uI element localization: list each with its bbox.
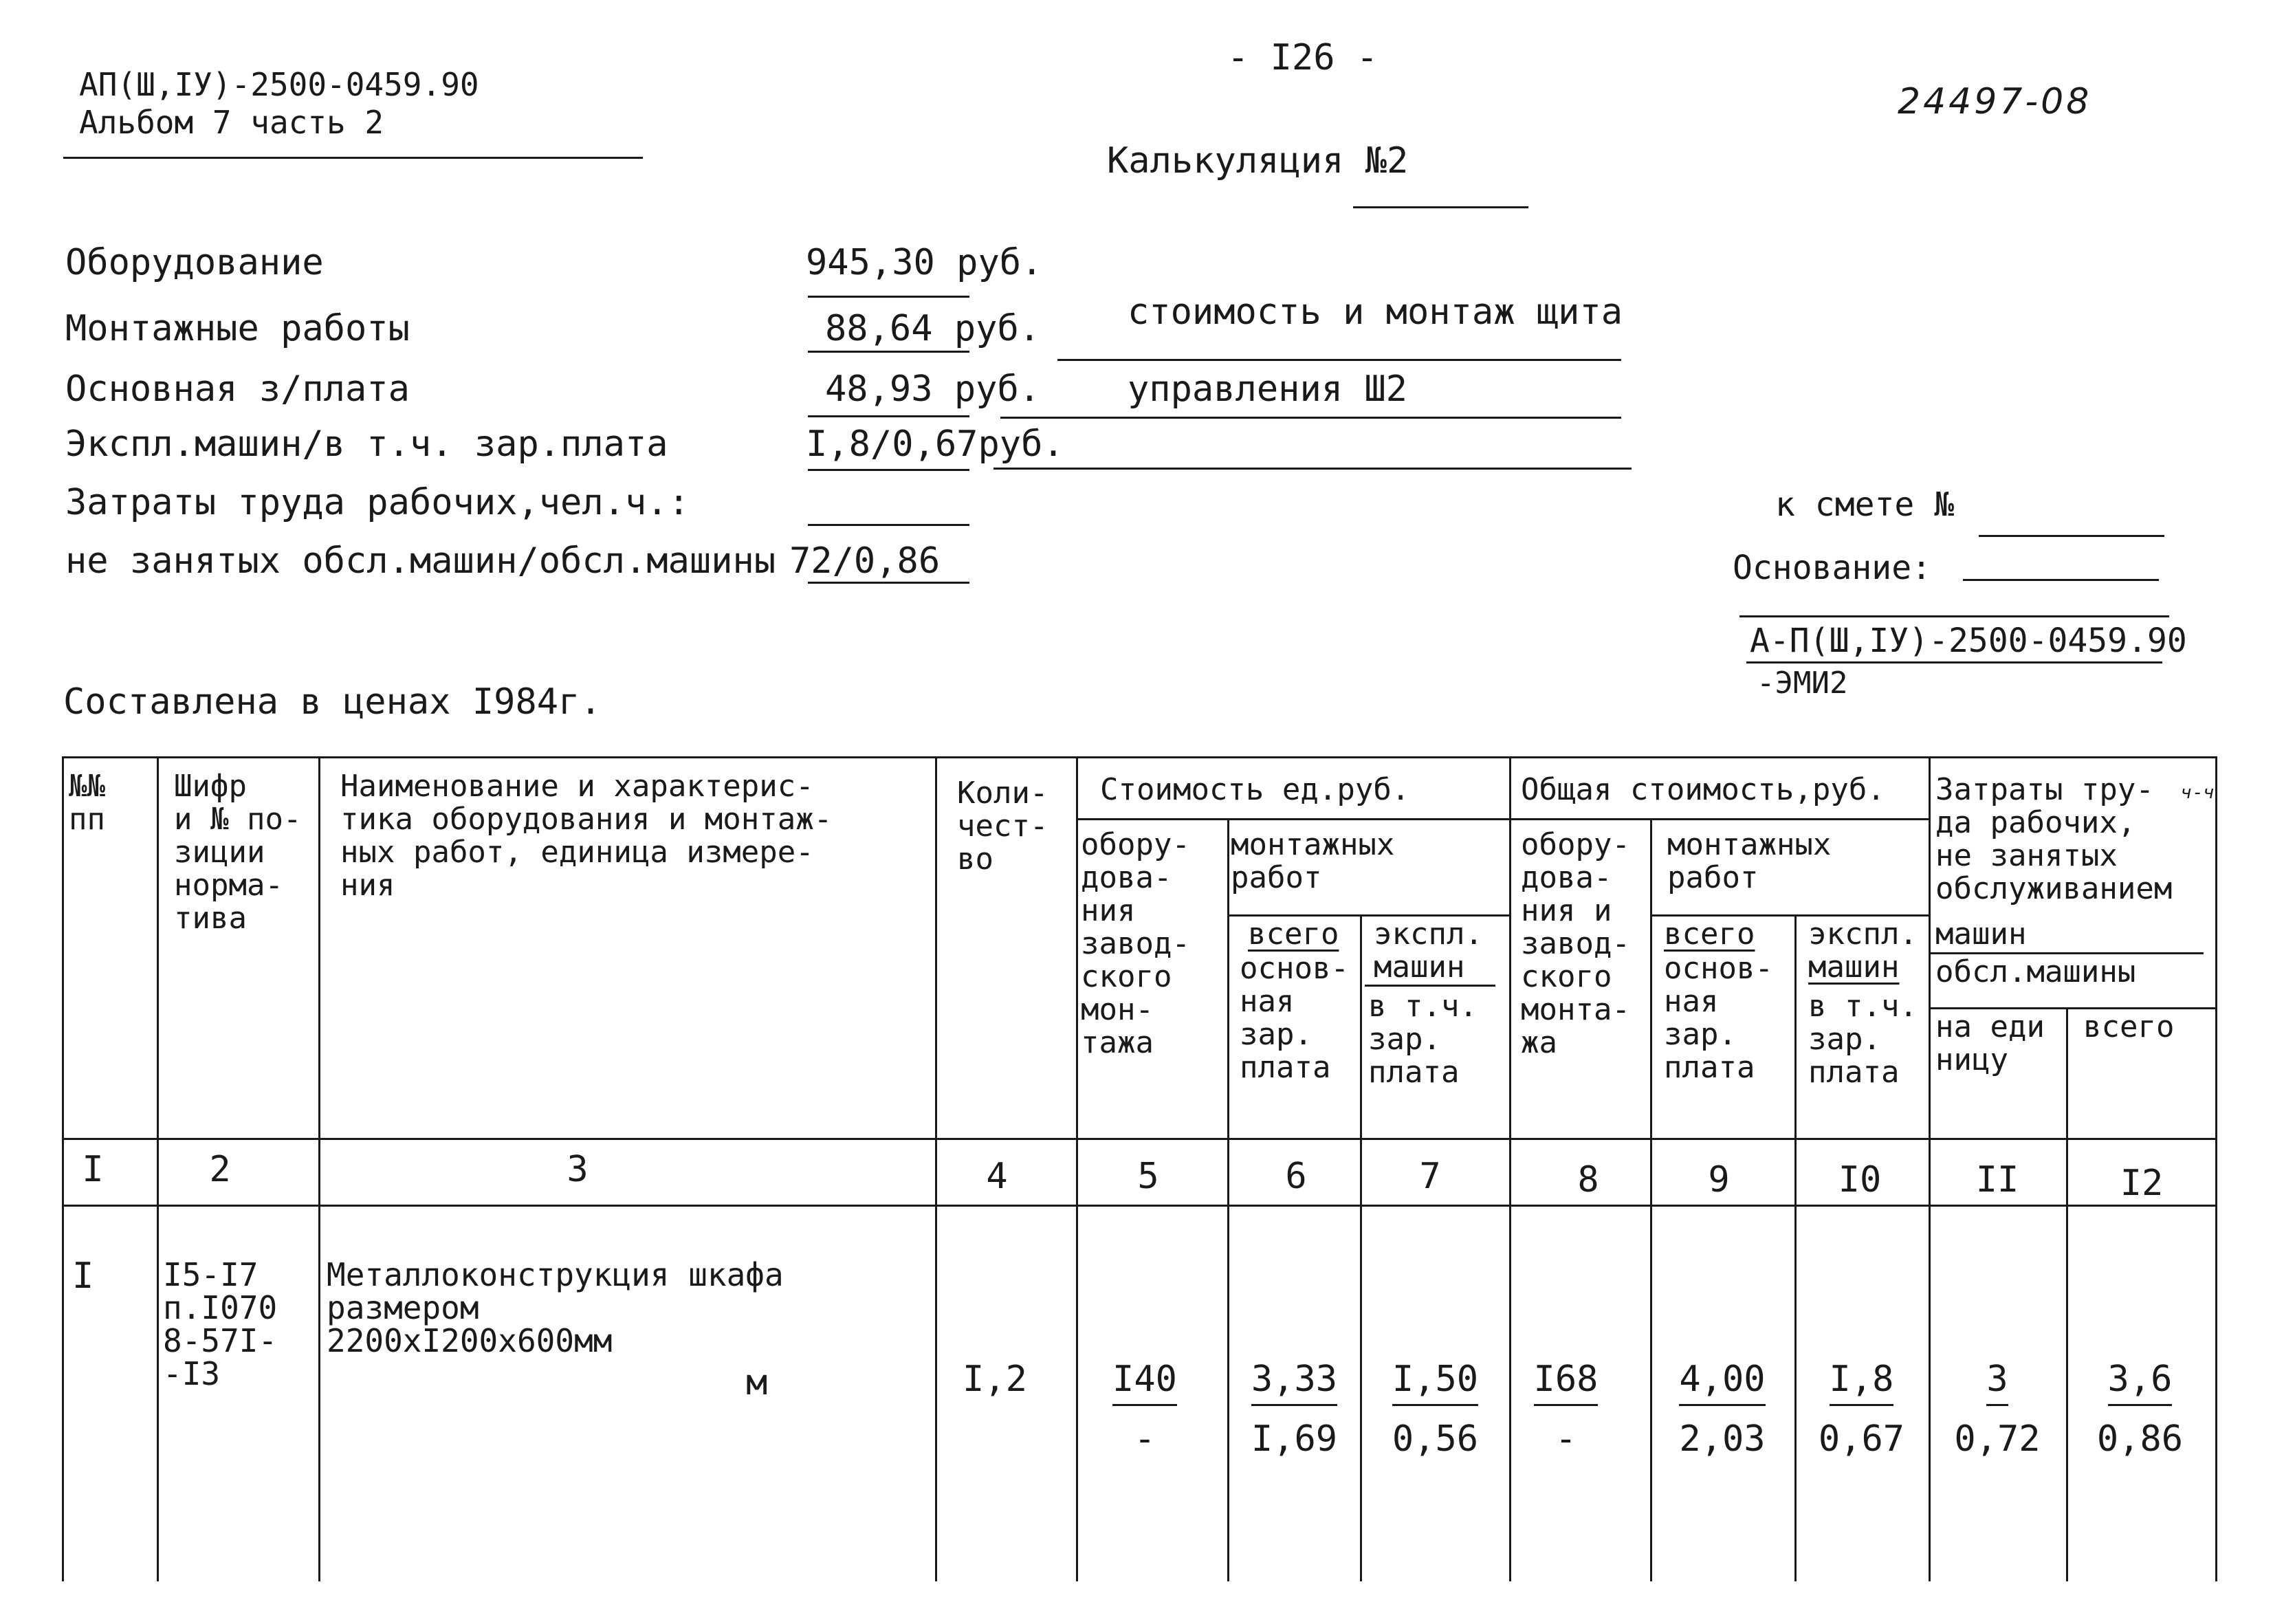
table-border bbox=[2215, 756, 2217, 1581]
column-number: I bbox=[82, 1149, 104, 1190]
cell-col10 bbox=[1798, 1359, 1925, 1460]
table-border bbox=[62, 756, 64, 1581]
header-col-qty: Коли- чест- во bbox=[957, 776, 1048, 877]
page-number: - I26 - bbox=[1227, 37, 1379, 78]
group-divider bbox=[1076, 818, 1509, 820]
column-number: 4 bbox=[986, 1156, 1008, 1197]
table-header-bottom bbox=[62, 1138, 2217, 1140]
cell-col8-bottom: - bbox=[1555, 1418, 1577, 1460]
cell-col12 bbox=[2069, 1359, 2210, 1460]
cell-col9-top: 4,00 bbox=[1679, 1361, 1765, 1406]
header-col-10-top: экспл. bbox=[1808, 917, 1918, 952]
summary-label-salary: Основная з/плата bbox=[65, 369, 410, 410]
summary-underline bbox=[808, 524, 969, 526]
header-col-8: обору- дова- ния и завод- ского монта- жа bbox=[1521, 827, 1630, 1060]
summary-label-labor-split: не занятых обсл.машин/обсл.машины bbox=[65, 540, 776, 582]
album-label: Альбом 7 часть 2 bbox=[79, 104, 384, 141]
row-unit: м bbox=[746, 1362, 768, 1403]
cell-col6 bbox=[1231, 1359, 1358, 1460]
header-col-9-top: всего bbox=[1664, 917, 1755, 952]
handwritten-number: 24497-08 bbox=[1898, 81, 2092, 122]
header-col-6-bottom: основ- ная зар. плата bbox=[1240, 951, 1349, 1085]
header-col-7-top: экспл. машин bbox=[1374, 917, 1483, 985]
cell-col6-top: 3,33 bbox=[1251, 1361, 1337, 1406]
header-col-10-mid: машин bbox=[1808, 950, 1900, 985]
summary-underline bbox=[808, 351, 969, 353]
cell-col7-top: I,50 bbox=[1392, 1361, 1478, 1406]
column-number: I0 bbox=[1838, 1159, 1882, 1200]
subject-underline bbox=[1000, 417, 1621, 419]
cell-col11 bbox=[1932, 1359, 2063, 1460]
subject-underline bbox=[1057, 359, 1621, 361]
cell-col10-bottom: 0,67 bbox=[1818, 1418, 1905, 1460]
summary-label-machines: Экспл.машин/в т.ч. зар.плата bbox=[65, 424, 668, 465]
cell-col7 bbox=[1365, 1359, 1506, 1460]
summary-value-machines: I,8/0,67руб. bbox=[806, 424, 1064, 465]
column-number: 6 bbox=[1285, 1156, 1307, 1197]
basis-underline bbox=[1739, 615, 2169, 617]
column-number: 8 bbox=[1577, 1159, 1599, 1200]
row-code: I5-I7 п.I070 8-57I- -I3 bbox=[163, 1256, 278, 1392]
col-divider bbox=[935, 756, 937, 1581]
header-labor-note: ч-ч bbox=[2181, 782, 2217, 803]
header-col-code: Шифр и № по- зиции норма- тива bbox=[174, 769, 302, 936]
column-number: I2 bbox=[2120, 1163, 2164, 1204]
header-group-unit-mont: монтажных работ bbox=[1231, 827, 1395, 895]
group-divider bbox=[1509, 818, 1929, 820]
col-divider bbox=[1794, 914, 1797, 1581]
prices-note: Составлена в ценах I984г. bbox=[63, 681, 602, 723]
col-divider bbox=[1929, 756, 1931, 1581]
cell-col6-bottom: I,69 bbox=[1251, 1418, 1338, 1460]
header-group-total-mont: монтажных работ bbox=[1667, 827, 1832, 895]
cell-col11-top: 3 bbox=[1986, 1361, 2008, 1406]
column-number: 7 bbox=[1419, 1156, 1441, 1197]
header-col-12: всего bbox=[2083, 1009, 2175, 1044]
subject-underline bbox=[993, 468, 1632, 470]
header-col-5: обору- дова- ния завод- ского мон- тажа bbox=[1081, 827, 1190, 1060]
header-labor-machines: машин bbox=[1935, 917, 2027, 952]
table-numbers-bottom bbox=[62, 1205, 2217, 1207]
summary-value-installation: 88,64 руб. bbox=[825, 308, 1041, 349]
header-col-9-bottom: основ- ная зар. плата bbox=[1664, 951, 1773, 1085]
cell-col10-top: I,8 bbox=[1830, 1361, 1894, 1406]
title-underline bbox=[1353, 206, 1528, 208]
column-number: 3 bbox=[567, 1149, 589, 1190]
header-col-7-bottom: в т.ч. зар. плата bbox=[1368, 989, 1478, 1090]
col-divider bbox=[1360, 914, 1362, 1581]
cell-col5-top: I40 bbox=[1112, 1361, 1177, 1406]
cell-col8 bbox=[1513, 1359, 1619, 1460]
col-divider bbox=[1076, 756, 1078, 1581]
row-qty: I,2 bbox=[963, 1359, 1027, 1400]
row-number: I bbox=[72, 1255, 94, 1297]
basis-underline bbox=[1746, 661, 2162, 663]
header-underline bbox=[63, 157, 643, 159]
cell-col9-bottom: 2,03 bbox=[1679, 1418, 1766, 1460]
header-col-6-top: всего bbox=[1248, 917, 1339, 952]
col-divider bbox=[157, 756, 159, 1581]
basis-label: Основание: bbox=[1733, 549, 1931, 587]
cell-col12-top: 3,6 bbox=[2108, 1361, 2173, 1406]
column-number: II bbox=[1975, 1159, 2019, 1200]
subject-line-2: управления Ш2 bbox=[1128, 369, 1407, 410]
summary-label-equipment: Оборудование bbox=[65, 242, 324, 283]
cell-col11-bottom: 0,72 bbox=[1954, 1418, 2041, 1460]
summary-underline bbox=[808, 296, 969, 298]
col-divider bbox=[2066, 1007, 2068, 1581]
summary-underline bbox=[808, 415, 969, 417]
header-col-7-underline bbox=[1365, 985, 1495, 987]
cell-col9 bbox=[1654, 1359, 1791, 1460]
header-col-num: №№ пп bbox=[69, 769, 105, 837]
basis-value-2: -ЭМИ2 bbox=[1757, 666, 1848, 701]
summary-underline bbox=[808, 582, 969, 584]
header-col-name: Наименование и характерис- тика оборудования и монтаж- ных работ, единица измере- ния bbox=[340, 769, 833, 903]
header-col-10-bottom: в т.ч. зар. плата bbox=[1808, 989, 1918, 1090]
header-group-total: Общая стоимость,руб. bbox=[1521, 772, 1885, 807]
column-number: 5 bbox=[1137, 1156, 1159, 1197]
basis-underline bbox=[1963, 579, 2159, 581]
row-name: Металлоконструкция шкафа размером 2200хI200х600мм bbox=[327, 1256, 784, 1359]
smeta-underline bbox=[1979, 535, 2164, 537]
column-number: 2 bbox=[209, 1149, 231, 1190]
doc-code: АП(Ш,IУ)-2500-0459.90 bbox=[79, 66, 479, 103]
subject-line-1: стоимость и монтаж щита bbox=[1128, 292, 1623, 333]
col-divider bbox=[318, 756, 320, 1581]
col-divider bbox=[1509, 756, 1511, 1581]
cell-col7-bottom: 0,56 bbox=[1392, 1418, 1479, 1460]
summary-value-equipment: 945,30 руб. bbox=[806, 242, 1043, 283]
summary-label-installation: Монтажные работы bbox=[65, 308, 410, 349]
col-divider bbox=[1650, 818, 1652, 1581]
smeta-label: к смете № bbox=[1775, 485, 1955, 524]
summary-value-salary: 48,93 руб. bbox=[825, 369, 1041, 410]
page-title: Калькуляция №2 bbox=[1107, 140, 1409, 182]
header-labor-service: обсл.машины bbox=[1935, 954, 2136, 989]
col-divider bbox=[1227, 818, 1229, 1581]
header-group-unit-cost: Стоимость ед.руб. bbox=[1100, 772, 1410, 807]
column-number: 9 bbox=[1708, 1159, 1730, 1200]
header-col-11: на еди ницу bbox=[1935, 1009, 2045, 1077]
table-top-border bbox=[62, 756, 2217, 758]
summary-label-labor: Затраты труда рабочих,чел.ч.: bbox=[65, 482, 690, 523]
cell-col12-bottom: 0,86 bbox=[2096, 1418, 2184, 1460]
cell-col5 bbox=[1083, 1359, 1207, 1460]
header-group-labor: Затраты тру- да рабочих, не занятых обслуживанием bbox=[1935, 772, 2173, 906]
summary-value-labor-split: 72/0,86 bbox=[789, 540, 941, 582]
basis-value-1: А-П(Ш,IУ)-2500-0459.90 bbox=[1750, 622, 2187, 660]
cell-col5-bottom: - bbox=[1134, 1418, 1156, 1460]
cell-col8-top: I68 bbox=[1534, 1361, 1599, 1406]
summary-underline bbox=[808, 469, 969, 471]
